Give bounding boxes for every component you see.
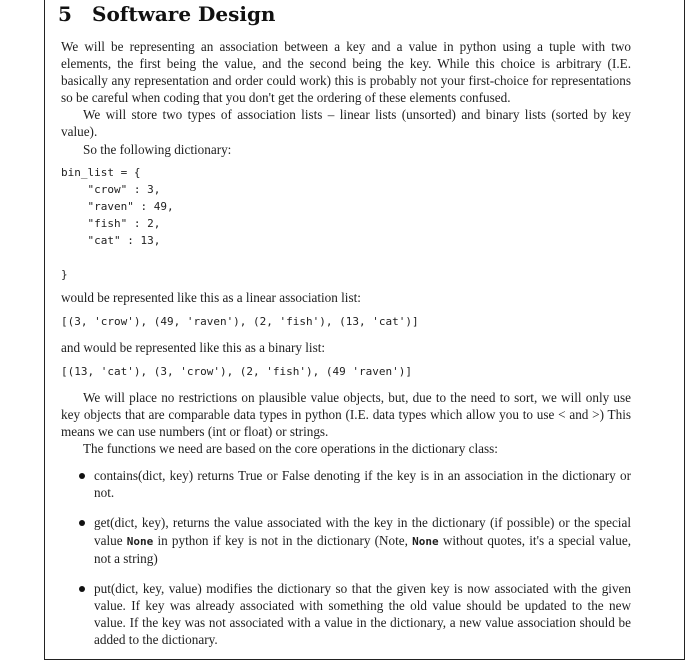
functions-paragraph: The functions we need are based on the core operations in the dictionary class: (83, 441, 498, 457)
intro-paragraph: We will be representing an association between a key and a value in python using a tuple with two elements, the first being the value, and the second being the key. While this choice is arbitrary (I.E. basically any representation and order could work) this is probably not your first-choice for representations so be careful when coding that you don't get the ordering of these elements confused. (61, 39, 631, 106)
none-keyword: None (412, 534, 439, 548)
function-list (61, 467, 631, 648)
binary-intro-paragraph: and would be represented like this as a binary list: (61, 339, 326, 355)
list-item-contains (61, 467, 631, 501)
section-heading (58, 2, 275, 26)
document-body (61, 38, 631, 661)
get-description-b: in python if key is not in the dictionary (Note, (153, 532, 413, 548)
two-types-paragraph: We will store two types of association lists – linear lists (unsorted) and binary lists (sorted by key value). (61, 107, 631, 140)
bullet-icon (79, 586, 85, 592)
bullet-icon (79, 473, 85, 479)
bullet-icon (79, 520, 85, 526)
dictionary-code-block: bin_list = { "crow" : 3, "raven" : 49, "fish" : 2, "cat" : 13, } (61, 165, 174, 281)
contains-description: contains(dict, key) returns True or False denoting if the key is in an association in the dictionary or not. (94, 468, 631, 501)
put-description: put(dict, key, value) modifies the dictionary so that the given key is now associated with the given value. If key was already associated with something the old value should be updated to the new value. If the key was not associated with a value in the dictionary, a new value association should be added to the dictionary. (94, 580, 631, 647)
restrictions-paragraph: We will place no restrictions on plausible value objects, but, due to the need to sort, we will only use key objects that are comparable data types in python (I.E. data types which allow you to use < and >) This means we can use numbers (int or float) or strings. (61, 389, 631, 440)
get-description-c: without quotes, it's a special value, not a string) (94, 532, 631, 566)
binary-list-code: [(13, 'cat'), (3, 'crow'), (2, 'fish'), (49 'raven')] (61, 364, 412, 378)
section-number: 5 (58, 2, 72, 26)
section-title: Software Design (92, 2, 276, 26)
following-paragraph: So the following dictionary: (83, 141, 232, 157)
none-keyword: None (126, 534, 154, 548)
linear-list-code: [(3, 'crow'), (49, 'raven'), (2, 'fish'), (13, 'cat')] (61, 314, 419, 328)
get-description-a: get(dict, key), returns the value associated with the key in the dictionary (if possible) or the special value (94, 515, 631, 548)
list-item-get (61, 514, 631, 566)
linear-intro-paragraph: would be represented like this as a linear association list: (61, 289, 361, 305)
list-item-put (61, 580, 631, 648)
